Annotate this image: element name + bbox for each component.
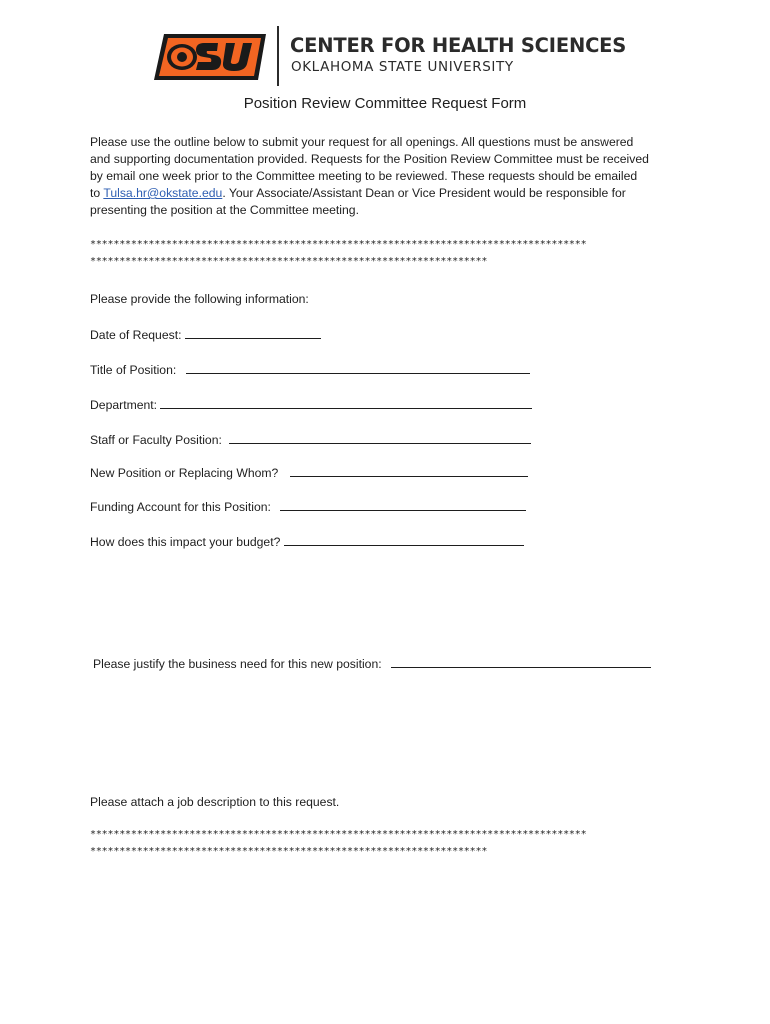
intro-paragraph	[90, 134, 690, 219]
osu-logo-icon	[150, 28, 270, 88]
budget-label: How does this impact your budget?	[90, 535, 281, 549]
date-of-request-label: Date of Request:	[90, 328, 182, 342]
intro-prefix: to	[90, 186, 104, 200]
separator-bottom-1: *************************************************************************************	[90, 829, 587, 840]
new-replacing-label: New Position or Replacing Whom?	[90, 466, 279, 480]
separator-top-1: *************************************************************************************	[90, 239, 587, 250]
date-of-request-field[interactable]	[185, 328, 321, 339]
date-of-request-row	[90, 328, 321, 341]
staff-faculty-row	[90, 433, 531, 446]
intro-line: presenting the position at the Committee meeting.	[90, 203, 359, 217]
attach-label: Please attach a job description to this request.	[90, 795, 340, 809]
osu-logo	[150, 28, 270, 88]
justify-field[interactable]	[391, 657, 651, 668]
funding-field[interactable]	[280, 500, 526, 511]
funding-row	[90, 500, 526, 513]
budget-row	[90, 535, 524, 548]
staff-faculty-label: Staff or Faculty Position:	[90, 433, 222, 447]
justify-label: Please justify the business need for this new position:	[93, 657, 382, 671]
provide-info-label: Please provide the following information:	[90, 292, 309, 306]
new-replacing-row	[90, 466, 528, 479]
department-field[interactable]	[160, 398, 532, 409]
intro-line: Please use the outline below to submit your request for all openings. All questions must be answered	[90, 135, 634, 149]
intro-line-email	[90, 185, 690, 202]
justify-row	[93, 657, 651, 670]
intro-suffix: . Your Associate/Assistant Dean or Vice President would be responsible for	[222, 186, 626, 200]
title-of-position-label: Title of Position:	[90, 363, 177, 377]
email-link[interactable]: Tulsa.hr@okstate.edu	[103, 186, 223, 200]
department-label: Department:	[90, 398, 158, 412]
funding-label: Funding Account for this Position:	[90, 500, 271, 514]
department-row	[90, 398, 532, 411]
intro-line: by email one week prior to the Committee meeting to be reviewed. These requests should be emailed	[90, 169, 638, 183]
university-name: OKLAHOMA STATE UNIVERSITY	[291, 59, 514, 75]
separator-top-2: ********************************************************************	[90, 256, 488, 267]
separator-bottom-2: ********************************************************************	[90, 846, 488, 857]
budget-field[interactable]	[284, 535, 524, 546]
org-name: CENTER FOR HEALTH SCIENCES	[290, 34, 627, 57]
staff-faculty-field[interactable]	[229, 433, 531, 444]
intro-line: and supporting documentation provided. Requests for the Position Review Committee must be received	[90, 152, 649, 166]
form-title: Position Review Committee Request Form	[243, 95, 527, 112]
new-replacing-field[interactable]	[290, 466, 528, 477]
title-of-position-row	[90, 363, 530, 376]
logo-divider	[277, 26, 279, 86]
title-of-position-field[interactable]	[186, 363, 530, 374]
